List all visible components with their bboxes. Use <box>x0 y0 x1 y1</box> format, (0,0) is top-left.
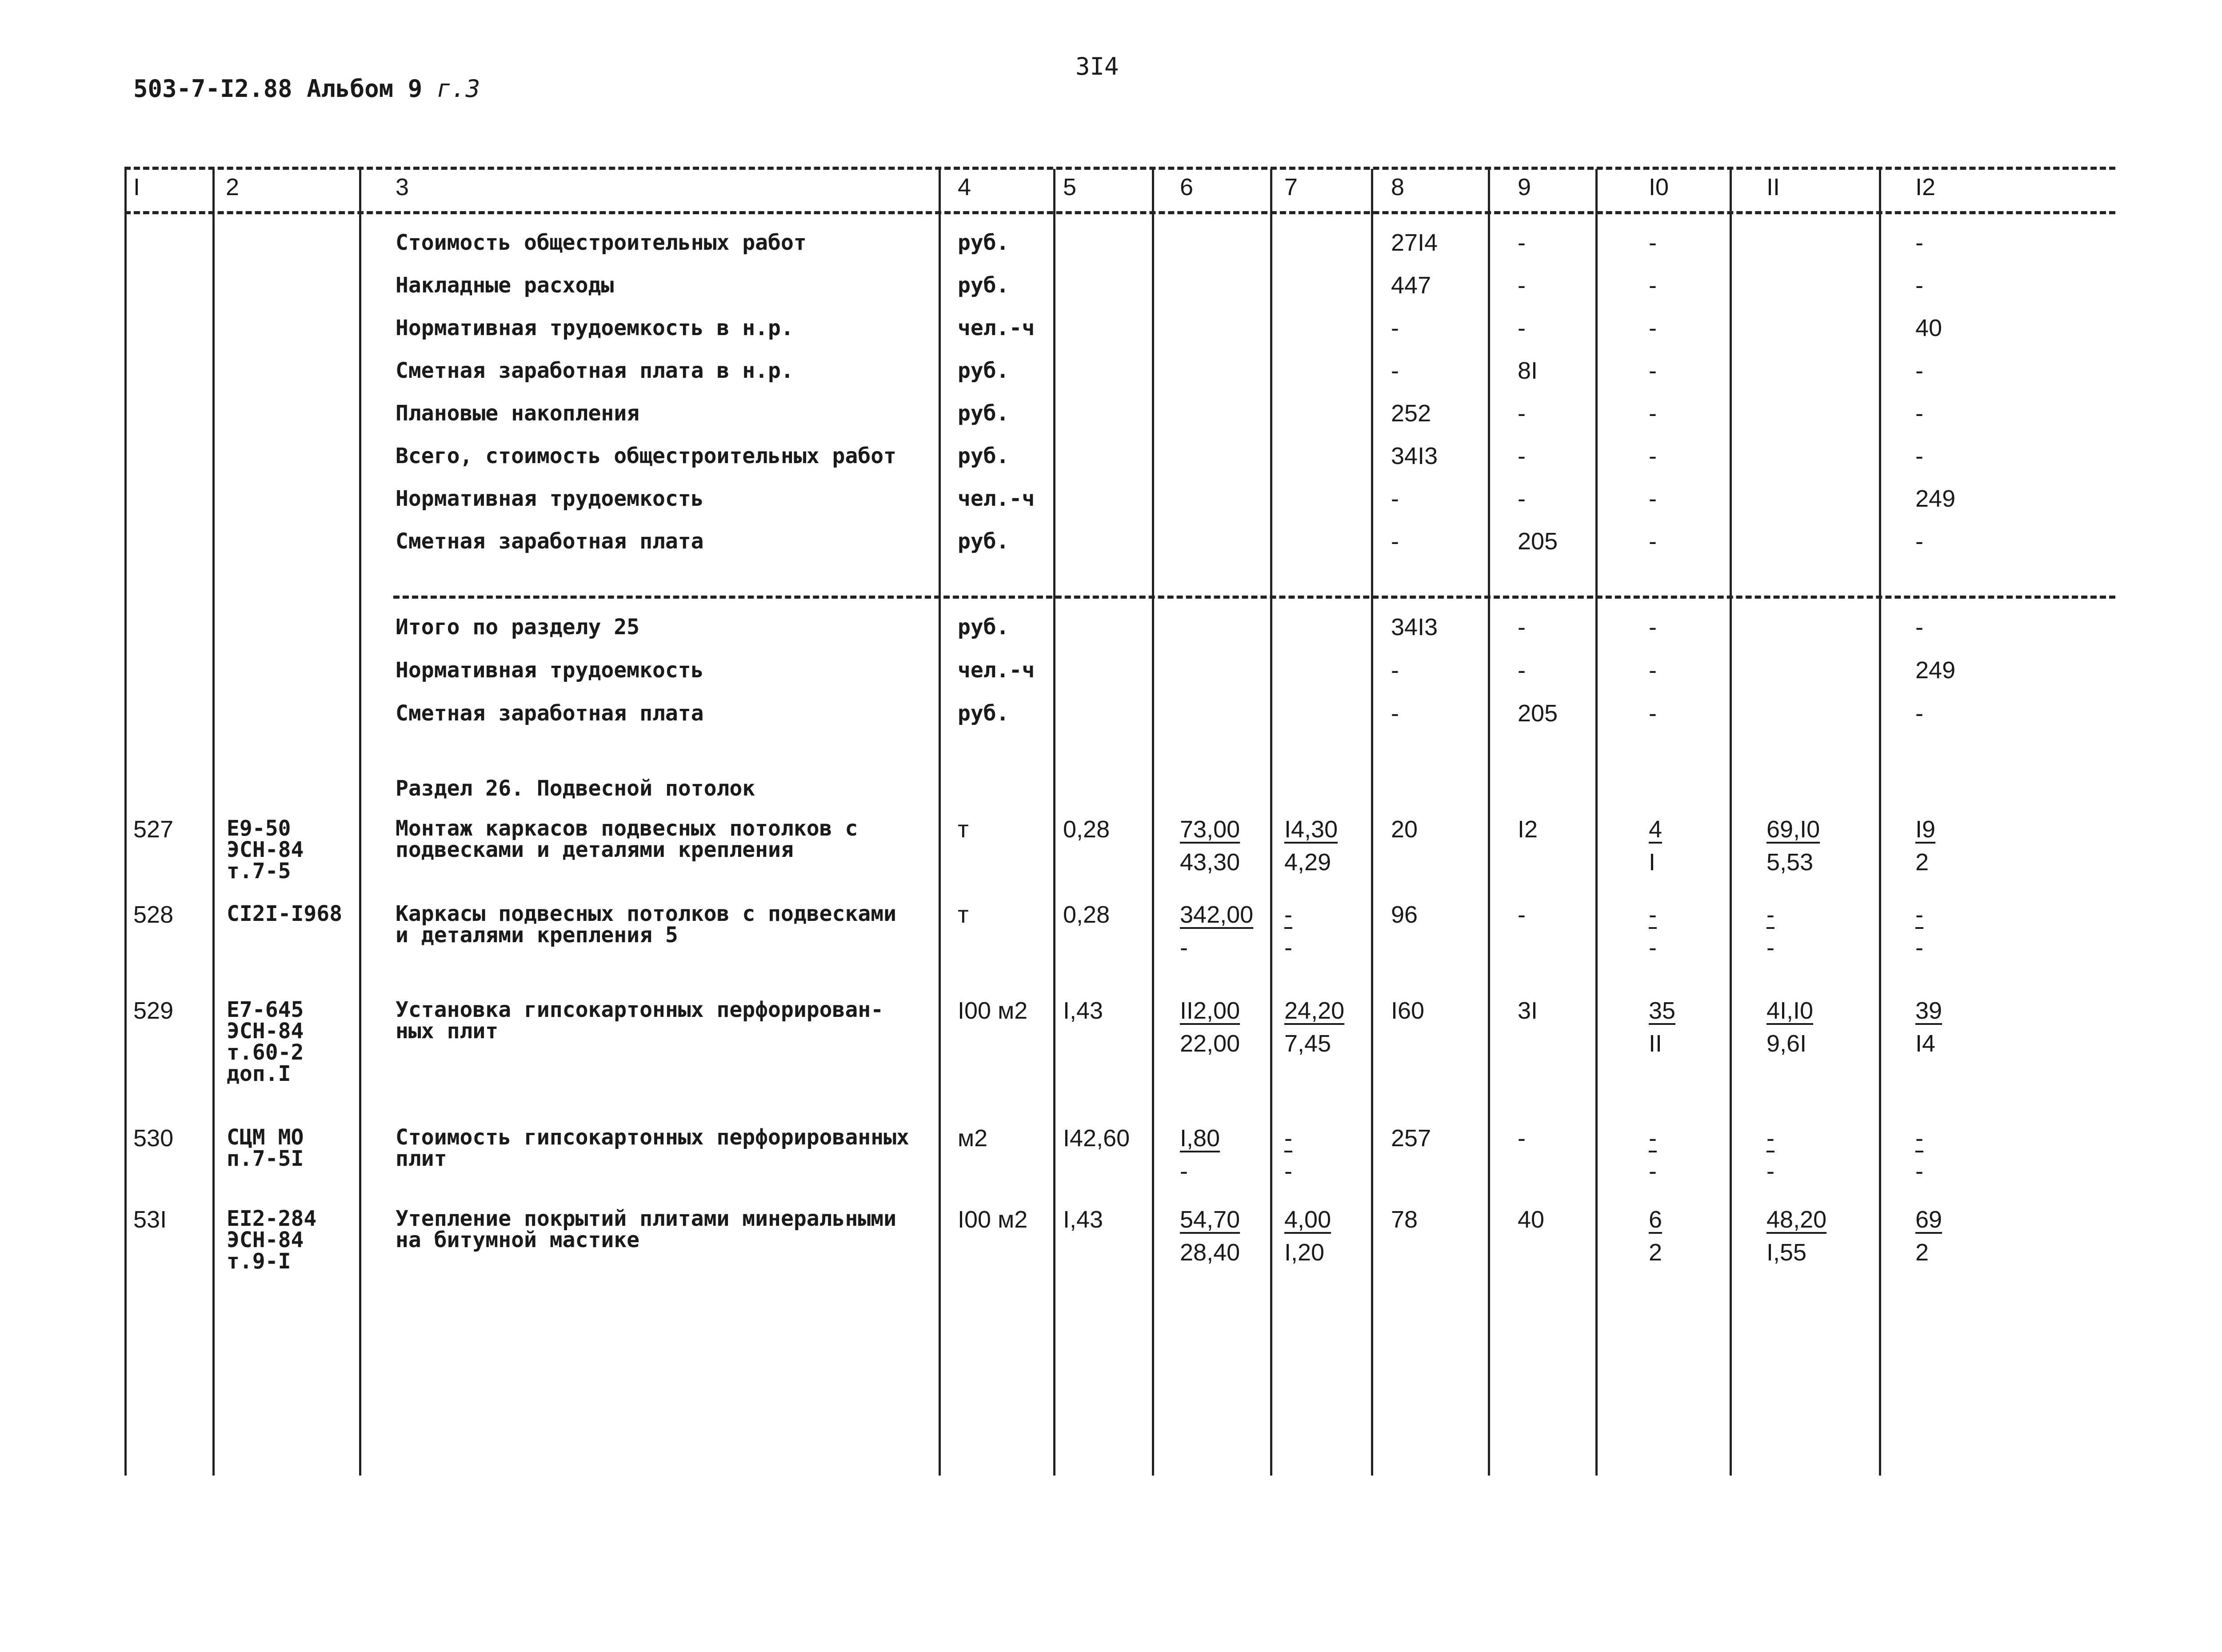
item-description: Монтаж каркасов подвесных потолков с <box>396 816 858 841</box>
item-number: 530 <box>133 1125 174 1152</box>
summary-row-col12: 249 <box>1915 485 1956 512</box>
item-code: п.7-5I <box>227 1146 304 1171</box>
column-divider <box>1879 169 1881 1476</box>
total-row-col12: 249 <box>1915 657 1956 684</box>
item-col9: 3I <box>1518 997 1538 1024</box>
summary-row-name: Плановые накопления <box>396 401 640 426</box>
column-divider <box>1371 169 1373 1476</box>
summary-row-col8: 27I4 <box>1391 229 1438 256</box>
summary-row-col10: - <box>1649 485 1657 512</box>
item-col10-top: 6 <box>1649 1206 1663 1233</box>
item-col10-top: - <box>1649 901 1657 928</box>
item-col12-top: - <box>1915 901 1923 928</box>
summary-row-col12: 40 <box>1915 315 1942 341</box>
summary-row-col10: - <box>1649 400 1657 427</box>
summary-row-col10: - <box>1649 528 1657 555</box>
summary-row-col9: - <box>1518 400 1526 427</box>
summary-row-col9: 8I <box>1518 357 1538 384</box>
item-col7-bottom: - <box>1284 1158 1292 1184</box>
item-col10-top: 35 <box>1649 997 1676 1024</box>
column-divider <box>1488 169 1490 1476</box>
column-header: 6 <box>1180 174 1194 200</box>
summary-row-col12: - <box>1915 272 1923 299</box>
summary-row-name: Нормативная трудоемкость в н.р. <box>396 316 794 340</box>
item-col6-bottom: 43,30 <box>1180 849 1240 876</box>
summary-row-col9: - <box>1518 272 1526 299</box>
summary-row-name: Сметная заработная плата <box>396 529 704 554</box>
item-code: E9-50 <box>227 816 291 841</box>
total-row-col8: 34I3 <box>1391 614 1438 640</box>
item-code: т.9-I <box>227 1249 291 1274</box>
item-col11-top: 4I,I0 <box>1766 997 1814 1024</box>
item-col8: 78 <box>1391 1206 1418 1233</box>
summary-row-col8: - <box>1391 485 1399 512</box>
summary-row-unit: руб. <box>958 230 1009 255</box>
item-number: 529 <box>133 997 174 1024</box>
item-col12-top: - <box>1915 1125 1923 1152</box>
item-col10-top: 4 <box>1649 816 1663 843</box>
item-col6-top: 54,70 <box>1180 1206 1240 1233</box>
item-col11-bottom: I,55 <box>1766 1239 1807 1266</box>
item-col8: 96 <box>1391 901 1418 928</box>
column-header: I2 <box>1915 174 1936 200</box>
header-bottom-rule <box>124 211 2115 214</box>
item-col6-bottom: - <box>1180 934 1188 961</box>
item-col6-top: II2,00 <box>1180 997 1240 1024</box>
total-row-col9: - <box>1518 657 1526 684</box>
total-row-unit: чел.-ч <box>958 658 1035 683</box>
item-col11-bottom: 5,53 <box>1766 849 1814 876</box>
item-unit: м2 <box>958 1125 988 1152</box>
summary-row-col8: 447 <box>1391 272 1431 299</box>
item-col12-bottom: - <box>1915 1158 1923 1184</box>
summary-row-col10: - <box>1649 272 1657 299</box>
total-row-col10: - <box>1649 700 1657 727</box>
item-col12-top: I9 <box>1915 816 1936 843</box>
summary-row-col10: - <box>1649 443 1657 469</box>
item-quantity: I,43 <box>1063 997 1103 1024</box>
summary-row-name: Всего, стоимость общестроительных работ <box>396 444 897 468</box>
item-col6-top: 342,00 <box>1180 901 1254 928</box>
item-col7-bottom: 7,45 <box>1284 1030 1331 1057</box>
summary-row-unit: руб. <box>958 444 1009 468</box>
summary-row-col12: - <box>1915 528 1923 555</box>
item-code: СЦМ МО <box>227 1125 304 1150</box>
item-col7-top: 24,20 <box>1284 997 1345 1024</box>
document-code: 503-7-I2.88 Альбом 9 г.3 <box>133 75 480 103</box>
item-unit: I00 м2 <box>958 1206 1028 1233</box>
item-code: доп.I <box>227 1061 291 1086</box>
item-quantity: 0,28 <box>1063 816 1110 843</box>
item-col6-bottom: - <box>1180 1158 1188 1184</box>
item-col11-top: 48,20 <box>1766 1206 1827 1233</box>
total-row-unit: руб. <box>958 701 1009 726</box>
total-row-name: Итого по разделу 25 <box>396 615 640 640</box>
summary-row-name: Нормативная трудоемкость <box>396 486 704 511</box>
item-col9: I2 <box>1518 816 1538 843</box>
column-header: I0 <box>1649 174 1669 200</box>
item-col12-top: 69 <box>1915 1206 1942 1233</box>
item-code: E7-645 <box>227 997 304 1022</box>
item-col8: 257 <box>1391 1125 1431 1152</box>
summary-row-col9: - <box>1518 485 1526 512</box>
item-col10-bottom: - <box>1649 1158 1657 1184</box>
column-divider <box>1053 169 1055 1476</box>
item-code: ЭСН-84 <box>227 837 304 862</box>
total-row-col10: - <box>1649 614 1657 640</box>
item-col6-bottom: 22,00 <box>1180 1030 1240 1057</box>
item-number: 528 <box>133 901 174 928</box>
item-col10-bottom: I <box>1649 849 1656 876</box>
column-header: II <box>1766 174 1780 200</box>
item-col9: - <box>1518 1125 1526 1152</box>
column-divider <box>1270 169 1272 1476</box>
item-col12-bottom: 2 <box>1915 849 1929 876</box>
summary-row-col12: - <box>1915 357 1923 384</box>
item-quantity: I,43 <box>1063 1206 1103 1233</box>
item-col11-top: 69,I0 <box>1766 816 1820 843</box>
item-code: ЭСН-84 <box>227 1228 304 1252</box>
column-divider <box>939 169 941 1476</box>
item-col7-top: I4,30 <box>1284 816 1338 843</box>
column-divider <box>1730 169 1732 1476</box>
summary-row-name: Стоимость общестроительных работ <box>396 230 807 255</box>
item-code: CI2I-I968 <box>227 901 343 926</box>
summary-row-col9: - <box>1518 315 1526 341</box>
item-number: 527 <box>133 816 174 843</box>
summary-row-col9: 205 <box>1518 528 1558 555</box>
summary-row-unit: чел.-ч <box>958 486 1035 511</box>
summary-divider-rule <box>393 596 2115 599</box>
handwritten-note: г.3 <box>436 75 480 103</box>
header-top-rule <box>124 167 2115 170</box>
item-unit: т <box>958 901 969 928</box>
page-number: 3I4 <box>1075 52 1119 80</box>
item-col8: I60 <box>1391 997 1425 1024</box>
column-header: 4 <box>958 174 971 200</box>
summary-row-col12: - <box>1915 229 1923 256</box>
summary-row-col8: 34I3 <box>1391 443 1438 469</box>
total-row-col10: - <box>1649 657 1657 684</box>
summary-row-col12: - <box>1915 443 1923 469</box>
summary-row-col9: - <box>1518 229 1526 256</box>
item-col11-top: - <box>1766 1125 1774 1152</box>
item-unit: I00 м2 <box>958 997 1028 1024</box>
item-description: Каркасы подвесных потолков с подвесками <box>396 901 897 926</box>
item-col11-top: - <box>1766 901 1774 928</box>
item-code: т.60-2 <box>227 1040 304 1065</box>
item-col9: - <box>1518 901 1526 928</box>
section-title: Раздел 26. Подвесной потолок <box>396 776 755 801</box>
item-description: на битумной мастике <box>396 1228 640 1252</box>
item-col11-bottom: - <box>1766 934 1774 961</box>
column-header: 2 <box>226 174 240 200</box>
item-col11-bottom: 9,6I <box>1766 1030 1807 1057</box>
item-quantity: I42,60 <box>1063 1125 1130 1152</box>
item-col10-bottom: 2 <box>1649 1239 1663 1266</box>
item-description: Утепление покрытий плитами минеральными <box>396 1206 897 1231</box>
item-description: и деталями крепления 5 <box>396 923 678 948</box>
item-col7-bottom: - <box>1284 934 1292 961</box>
total-row-col8: - <box>1391 700 1399 727</box>
total-row-name: Нормативная трудоемкость <box>396 658 704 683</box>
item-col7-top: - <box>1284 901 1292 928</box>
item-description: плит <box>396 1146 447 1171</box>
total-row-name: Сметная заработная плата <box>396 701 704 726</box>
item-col12-bottom: I4 <box>1915 1030 1936 1057</box>
summary-row-name: Накладные расходы <box>396 273 614 298</box>
summary-row-col9: - <box>1518 443 1526 469</box>
column-header: 8 <box>1391 174 1405 200</box>
item-col7-top: - <box>1284 1125 1292 1152</box>
total-row-col9: 205 <box>1518 700 1558 727</box>
item-col6-top: I,80 <box>1180 1125 1220 1152</box>
item-col10-top: - <box>1649 1125 1657 1152</box>
item-code: EI2-284 <box>227 1206 317 1231</box>
summary-row-unit: руб. <box>958 358 1009 383</box>
summary-row-unit: руб. <box>958 273 1009 298</box>
summary-row-col12: - <box>1915 400 1923 427</box>
item-col8: 20 <box>1391 816 1418 843</box>
item-col6-bottom: 28,40 <box>1180 1239 1240 1266</box>
item-col7-top: 4,00 <box>1284 1206 1331 1233</box>
item-col7-bottom: 4,29 <box>1284 849 1331 876</box>
item-col12-bottom: 2 <box>1915 1239 1929 1266</box>
summary-row-col8: - <box>1391 528 1399 555</box>
column-divider <box>124 169 127 1476</box>
item-col6-top: 73,00 <box>1180 816 1240 843</box>
column-divider <box>359 169 361 1476</box>
column-header: I <box>133 174 140 200</box>
summary-row-col10: - <box>1649 315 1657 341</box>
summary-row-unit: руб. <box>958 529 1009 554</box>
summary-row-col10: - <box>1649 229 1657 256</box>
item-col11-bottom: - <box>1766 1158 1774 1184</box>
column-divider <box>212 169 215 1476</box>
item-col12-top: 39 <box>1915 997 1942 1024</box>
item-col12-bottom: - <box>1915 934 1923 961</box>
item-description: подвесками и деталями крепления <box>396 837 794 862</box>
item-number: 53I <box>133 1206 167 1233</box>
total-row-col12: - <box>1915 614 1923 640</box>
item-quantity: 0,28 <box>1063 901 1110 928</box>
column-header: 9 <box>1518 174 1531 200</box>
total-row-col8: - <box>1391 657 1399 684</box>
summary-row-name: Сметная заработная плата в н.р. <box>396 358 794 383</box>
total-row-col9: - <box>1518 614 1526 640</box>
item-unit: т <box>958 816 969 843</box>
item-code: т.7-5 <box>227 859 291 884</box>
summary-row-col8: 252 <box>1391 400 1431 427</box>
column-header: 3 <box>396 174 409 200</box>
summary-row-unit: чел.-ч <box>958 316 1035 340</box>
summary-row-unit: руб. <box>958 401 1009 426</box>
item-description: Стоимость гипсокартонных перфорированных <box>396 1125 909 1150</box>
item-col10-bottom: II <box>1649 1030 1663 1057</box>
column-header: 7 <box>1284 174 1298 200</box>
item-description: ных плит <box>396 1019 499 1044</box>
item-col7-bottom: I,20 <box>1284 1239 1325 1266</box>
summary-row-col10: - <box>1649 357 1657 384</box>
summary-row-col8: - <box>1391 315 1399 341</box>
item-col10-bottom: - <box>1649 934 1657 961</box>
item-description: Установка гипсокартонных перфорирован- <box>396 997 884 1022</box>
item-col9: 40 <box>1518 1206 1545 1233</box>
column-divider <box>1152 169 1154 1476</box>
column-divider <box>1595 169 1598 1476</box>
total-row-col12: - <box>1915 700 1923 727</box>
summary-row-col8: - <box>1391 357 1399 384</box>
item-code: ЭСН-84 <box>227 1019 304 1044</box>
total-row-unit: руб. <box>958 615 1009 640</box>
column-header: 5 <box>1063 174 1077 200</box>
